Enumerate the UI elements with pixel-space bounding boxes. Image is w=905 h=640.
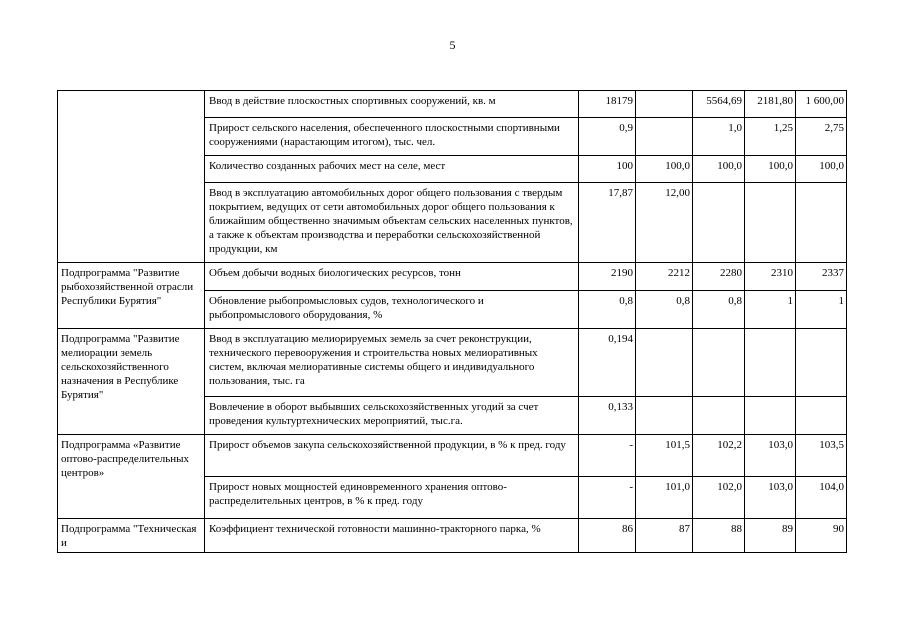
- table-row: [58, 435, 847, 477]
- subprogram-cell: Подпрограмма «Развитие оптово-распределительных центров»: [58, 435, 205, 519]
- value-cell: 2,75: [796, 118, 847, 156]
- value-cell: 0,9: [579, 118, 636, 156]
- table-body: [58, 91, 847, 553]
- page-number: 5: [449, 38, 456, 52]
- value-cell: 102,2: [693, 435, 745, 477]
- value-cell: 0,8: [579, 291, 636, 329]
- indicator-cell: Количество созданных рабочих мест на селе, мест: [205, 156, 579, 183]
- value-cell: 5564,69: [693, 91, 745, 118]
- value-cell: 2212: [636, 263, 693, 291]
- value-cell: [693, 329, 745, 397]
- subprogram-cell: Подпрограмма "Развитие рыбохозяйственной отрасли Республики Бурятия": [58, 263, 205, 329]
- value-cell: 103,0: [745, 435, 796, 477]
- value-cell: 103,5: [796, 435, 847, 477]
- value-cell: 101,0: [636, 477, 693, 519]
- subprogram-cell: Подпрограмма "Развитие мелиорации земель сельскохозяйственного назначения в Республике Бурятия": [58, 329, 205, 435]
- indicator-cell: Обновление рыбопромысловых судов, технологического и рыбопромыслового оборудования, %: [205, 291, 579, 329]
- value-cell: [745, 183, 796, 263]
- indicator-cell: Прирост новых мощностей единовременного хранения оптово-распределительных центров, в % к пред. году: [205, 477, 579, 519]
- value-cell: 1 600,00: [796, 91, 847, 118]
- value-cell: 103,0: [745, 477, 796, 519]
- value-cell: 1,25: [745, 118, 796, 156]
- value-cell: [693, 183, 745, 263]
- indicator-cell: Ввод в эксплуатацию автомобильных дорог общего пользования с твердым покрытием, ведущих от сети автомобильных дорог общего пользования к ближайшим общественно значимым объектам сельских населенных пунктов, а также к объектам производства и переработки сельскохозяйственной продукции, км: [205, 183, 579, 263]
- value-cell: [636, 329, 693, 397]
- value-cell: 86: [579, 519, 636, 553]
- indicator-cell: Прирост сельского населения, обеспеченного плоскостными спортивными сооружениями (нарастающим итогом), тыс. чел.: [205, 118, 579, 156]
- value-cell: 100,0: [745, 156, 796, 183]
- value-cell: 90: [796, 519, 847, 553]
- value-cell: 2190: [579, 263, 636, 291]
- value-cell: 87: [636, 519, 693, 553]
- value-cell: -: [579, 435, 636, 477]
- value-cell: 0,8: [636, 291, 693, 329]
- value-cell: 1,0: [693, 118, 745, 156]
- value-cell: 100,0: [636, 156, 693, 183]
- value-cell: 12,00: [636, 183, 693, 263]
- value-cell: 102,0: [693, 477, 745, 519]
- value-cell: [745, 397, 796, 435]
- table-row: [58, 329, 847, 397]
- value-cell: [636, 397, 693, 435]
- value-cell: [693, 397, 745, 435]
- value-cell: 2310: [745, 263, 796, 291]
- value-cell: [796, 183, 847, 263]
- value-cell: 89: [745, 519, 796, 553]
- value-cell: 88: [693, 519, 745, 553]
- value-cell: [796, 329, 847, 397]
- indicator-cell: Ввод в действие плоскостных спортивных сооружений, кв. м: [205, 91, 579, 118]
- value-cell: 100,0: [796, 156, 847, 183]
- value-cell: 100: [579, 156, 636, 183]
- indicator-cell: Прирост объемов закупа сельскохозяйственной продукции, в % к пред. году: [205, 435, 579, 477]
- value-cell: 18179: [579, 91, 636, 118]
- subprogram-cell: [58, 91, 205, 263]
- indicator-cell: Коэффициент технической готовности машинно-тракторного парка, %: [205, 519, 579, 553]
- indicator-cell: Вовлечение в оборот выбывших сельскохозяйственных угодий за счет проведения культуртехнических мероприятий, тыс.га.: [205, 397, 579, 435]
- value-cell: 104,0: [796, 477, 847, 519]
- table-row: [58, 263, 847, 291]
- indicator-cell: Объем добычи водных биологических ресурсов, тонн: [205, 263, 579, 291]
- value-cell: 100,0: [693, 156, 745, 183]
- value-cell: 0,194: [579, 329, 636, 397]
- value-cell: [796, 397, 847, 435]
- value-cell: 2181,80: [745, 91, 796, 118]
- subprogram-cell: Подпрограмма "Техническая и: [58, 519, 205, 553]
- value-cell: 0,133: [579, 397, 636, 435]
- value-cell: 2280: [693, 263, 745, 291]
- table-row: [58, 519, 847, 553]
- value-cell: 1: [796, 291, 847, 329]
- value-cell: [745, 329, 796, 397]
- value-cell: 17,87: [579, 183, 636, 263]
- table-row: [58, 91, 847, 118]
- indicators-table: [57, 90, 847, 553]
- value-cell: [636, 91, 693, 118]
- value-cell: 0,8: [693, 291, 745, 329]
- value-cell: 2337: [796, 263, 847, 291]
- indicator-cell: Ввод в эксплуатацию мелиорируемых земель за счет реконструкции, технического перевооружения и строительства новых мелиоративных систем, включая мелиоративные системы общего и индивидуального пользования, тыс. га: [205, 329, 579, 397]
- value-cell: -: [579, 477, 636, 519]
- value-cell: [636, 118, 693, 156]
- value-cell: 1: [745, 291, 796, 329]
- value-cell: 101,5: [636, 435, 693, 477]
